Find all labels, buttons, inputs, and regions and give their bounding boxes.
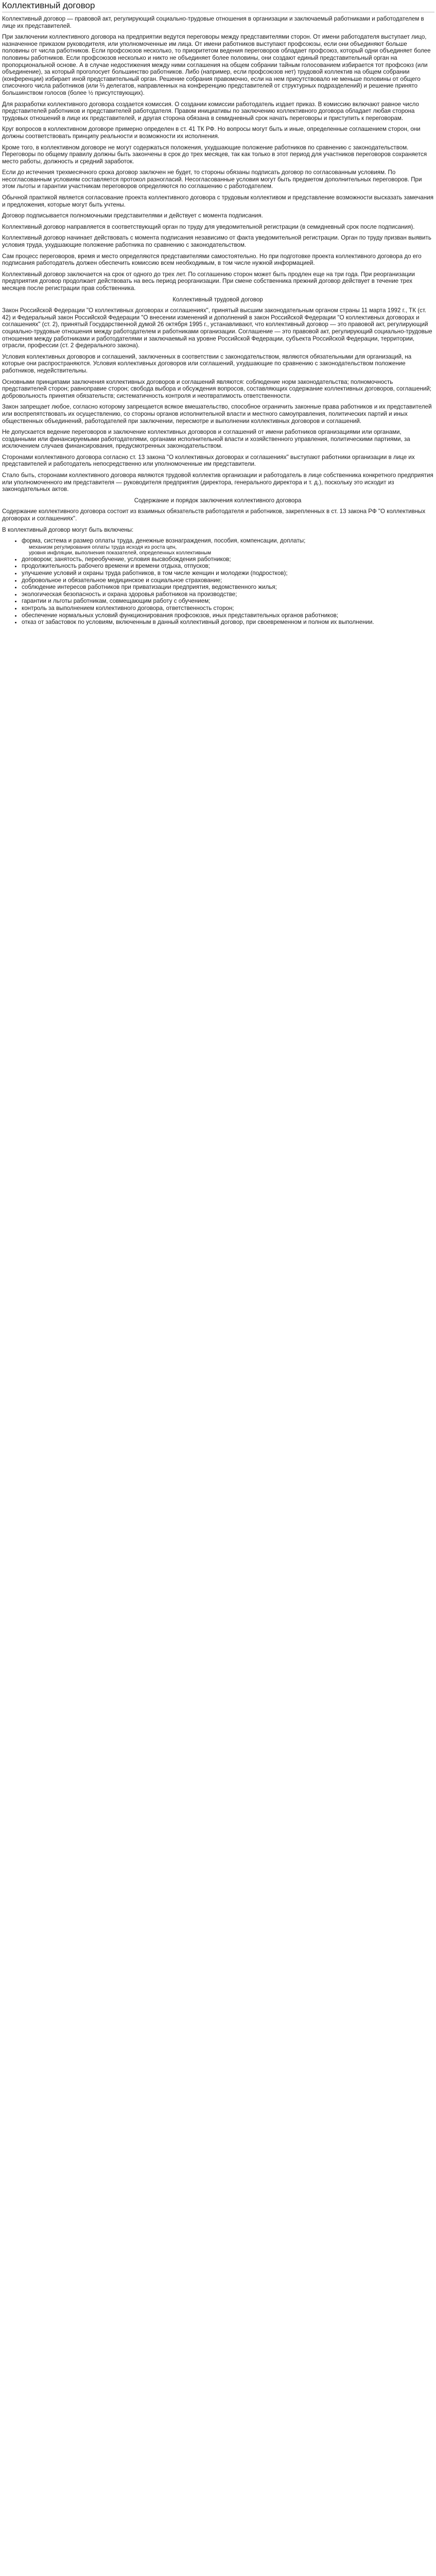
paragraph: Круг вопросов в коллективном договоре примерно определен в ст. 41 ТК РФ. Но вопросы могут быть и иные, определенные соглашением сторон, они должны соответствовать принципу реальности и возможности их исполнения. [2, 126, 421, 140]
paragraph: Обычной практикой является согласование проекта коллективного договора с трудовым коллективом и представление возможности высказать замечания и предложения, которые могут быть учтены. [2, 194, 433, 208]
paragraph: Условия коллективных договоров и соглашений, заключенных в соответствии с законодательством, являются обязательными для организаций, на которые они распространяются. Условия коллективных договоров или соглашений, ухудшающие по сравнению с законодательством положение работников, недействительны. [2, 353, 412, 374]
list-item: • добровольное и обязательное медицинское и социальное страхование; [22, 577, 433, 584]
list-item: • обеспечение нормальных условий функционирования профсоюзов, иных представительных органов работников; [22, 612, 433, 619]
page-title: Коллективный договор [2, 1, 95, 10]
paragraph: Не допускается ведение переговоров и заключение коллективных договоров и соглашений от имени работников организациями или органами, созданными или финансируемыми работодателями, органами исполнительной власти и хозяйственного управления, политическими партиями, за исключением случаев финансирования, предусмотренных законодательством. [2, 429, 410, 450]
paragraph: Для разработки коллективного договора создается комиссия. О создании комиссии работодатель издает приказ. В комиссию включают равное число представителей работников и представителей работодателя. Правом инициативы по заключению коллективного договора обладает любая сторона трудовых отношений в лице их представителей, и другая сторона обязана в семидневный срок начать переговоры и приступить к переговорам. [2, 100, 419, 122]
list-item: • гарантии и льготы работникам, совмещающим работу с обучением; [22, 598, 433, 605]
list-item-text: форма, система и размер оплаты труда, денежные вознаграждения, пособия, компенсации, доплаты; [22, 537, 306, 545]
paragraph: Коллективный договор заключается на срок от одного до трех лет. По соглашению сторон может быть продлен еще на три года. При реорганизации предприятия договор продолжает действовать на весь период реорганизации. При смене собственника прежний договор действует в течение трех месяцев после регистрации прав собственника. [2, 270, 415, 292]
sub-list [22, 545, 433, 556]
list-item [22, 537, 433, 556]
paragraph: Стало быть, сторонами коллективного договора являются трудовой коллектив организации и работодатель в лице собственника конкретного предприятия или уполномоченного им представителя — руководителя предприятия (директора, генерального директора и т. д.), поскольку это исходит из законодательных актов. [2, 472, 433, 493]
paragraphs-top [2, 15, 433, 292]
sub-list-item: уровня инфляции, выполнения показателей, определенных коллективным [29, 550, 211, 556]
section-heading: Содержание и порядок заключения коллективного договора [134, 497, 302, 504]
paragraph: Сам процесс переговоров, время и место определяются представителями самостоятельно. Но при подготовке проекта коллективного договора до его подписания работодатель должен обеспечить комиссию всем необходимым, в том числе нужной информацией. [2, 252, 422, 267]
paragraph: Содержание коллективного договора состоит из взаимных обязательств работодателя и работников, закрепленных в ст. 13 закона РФ "О коллективных договорах и соглашениях". [2, 508, 426, 522]
paragraph: Коллективный договор начинает действовать с момента подписания независимо от факта уведомительной регистрации. Орган по труду призван выявить условия труда, ухудшающие положение работника по сравнению с законодательством. [2, 234, 431, 249]
list-item: • контроль за выполнением коллективного договора, ответственность сторон; [22, 605, 433, 612]
paragraph: Кроме того, в коллективном договоре не могут содержаться положения, ухудшающие положение работников по сравнению с законодательством. Переговоры по общему правилу должны быть закончены в срок до трех месяцев, так как только в этот период для участников переговоров сохраняется место работы, должность и средний заработок. [2, 144, 427, 165]
list-item: • экологическая безопасность и охрана здоровья работников на производстве; [22, 591, 433, 598]
list-item: • улучшение условий и охраны труда работников, в том числе женщин и молодежи (подростков); [22, 570, 433, 577]
article-body [2, 15, 433, 630]
paragraph: Коллективный договор направляется в соответствующий орган по труду для уведомительной регистрации (в семидневный срок после подписания). [2, 223, 415, 230]
list-item: • продолжительность рабочего времени и времени отдыха, отпусков; [22, 563, 433, 570]
paragraph: Закон Российской Федерации "О коллективных договорах и соглашениях", принятый высшим законодательным органом страны 11 марта 1992 г., ТК (ст. 42) и Федеральный закон Российской Федерации "О внесении изменений и дополнений в закон Российской Федерации "О коллективных договорах и соглашениях" (ст. 2), принятый Государственной думой 26 октября 1995 г., устанавливают, что коллективный договор — это правовой акт, регулирующий социально-трудовые отношения между работодателем и работниками организации. Соглашение — это правовой акт, регулирующий социально-трудовые отношения между работниками и работодателями и заключаемый на уровне Российской Федерации, субъекта Российской Федерации, территории, отрасли, профессии (ст. 2 федерального закона). [2, 307, 432, 349]
sub-list-item: механизм регулирования оплаты труда исходя из роста цен, [29, 544, 177, 550]
section-heading: Коллективный трудовой договор [172, 296, 263, 303]
paragraphs-mid [2, 307, 433, 493]
paragraph: Основными принципами заключения коллективных договоров и соглашений являются: соблюдение норм законодательства; полномочность представителей сторон; равноправие сторон; свобода выбора и обсуждения вопросов, составляющих содержание коллективных договоров, соглашений; добровольность принятия обязательств; систематичность контроля и неотвратимость ответственности. [2, 378, 431, 399]
list-item: • соблюдение интересов работников при приватизации предприятия, ведомственного жилья; [22, 584, 433, 591]
paragraph: Если до истечения трехмесячного срока договор заключен не будет, то стороны обязаны подписать договор по согласованным условиям. По несогласованным условиям составляется протокол разногласий. Несогласованные условия могут быть предметом дополнительных переговоров. При этом льготы и гарантии участникам переговоров определяются по соглашению с работодателем. [2, 169, 422, 190]
paragraph: Закон запрещает любое, согласно которому запрещается всякое вмешательство, способное ограничить законные права работников и их представителей или воспрепятствовать их осуществлению, со стороны органов исполнительной власти и местного самоуправления, политических партий и иных общественных объединений, работодателей при заключении, пересмотре и выполнении коллективных договоров и соглашений. [2, 403, 432, 425]
list-item: • договором; занятость, переобучение, условия высвобождения работников; [22, 556, 433, 563]
contents-list [2, 537, 433, 626]
paragraph: Договор подписывается полномочными представителями и действует с момента подписания. [2, 212, 263, 219]
list-item: • отказ от забастовок по условиям, включенным в данный коллективный договор, при своевременном и полном их выполнении. [22, 619, 433, 626]
paragraph: В коллективный договор могут быть включены: [2, 526, 134, 533]
paragraph: При заключении коллективного договора на предприятии ведутся переговоры между представителями сторон. От имени работодателя выступает лицо, назначенное приказом руководителя, или уполномоченные им лица. От имени работников выступают профсоюзы, если они объединяют больше половины от числа работников. Если профсоюзов несколько, то приоритетом ведения переговоров обладает профсоюз, который одни объединяет более половины работников. Если профсоюзов несколько и никто не объединяет более половины, они создают единый представительный орган на пропорциональной основе. А в случае недостижения между ними соглашения на общем собрании тайным голосованием избирается тот профсоюз (или объединение), за который проголосует большинство работников. Либо (например, если профсоюзов нет) трудовой коллектив на общем собрании (конференции) избирает иной представительный орган. Решение собрания правомочно, если на нем присутствовало не меньше половины от общего списочного числа работников (или ⅔ делегатов, направленных на конференцию представителей от структурных подразделений) и решение принято большинством голосов (более ½ присутствующих). [2, 33, 431, 96]
paragraph: Коллективный договор — правовой акт, регулирующий социально-трудовые отношения в организации и заключаемый работниками и работодателем в лице их представителей. [2, 15, 424, 29]
paragraph: Сторонами коллективного договора согласно ст. 13 закона "О коллективных договорах и соглашениях" выступают работники организации в лице их представителей и работодатель непосредственно или уполномоченные им представители. [2, 453, 415, 468]
paragraphs-contents [2, 508, 433, 533]
